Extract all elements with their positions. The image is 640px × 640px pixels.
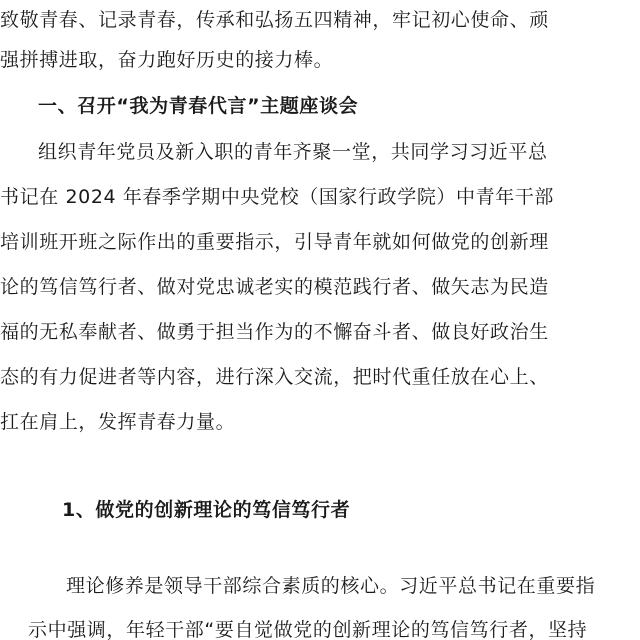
subsection-heading: 1、做党的创新理论的笃信笃行者 — [62, 499, 351, 521]
section-body-line-6: 态的有力促进者等内容，进行深入交流，把时代重任放在心上、 — [0, 366, 549, 388]
section-heading: 一、召开“我为青春代言”主题座谈会 — [38, 95, 359, 117]
section-body-line-1: 组织青年党员及新入职的青年齐聚一堂，共同学习习近平总 — [38, 141, 548, 163]
subsection-body-line-2: 示中强调，年轻干部“要自觉做党的创新理论的笃信笃行者，坚持 — [28, 619, 588, 640]
section-body-line-4: 论的笃信笃行者、做对党忠诚老实的模范践行者、做矢志为民造 — [0, 276, 549, 298]
intro-line-2: 强拼搏进取，奋力跑好历史的接力棒。 — [0, 49, 334, 71]
intro-line-1: 致敬青春、记录青春，传承和弘扬五四精神，牢记初心使命、顽 — [0, 9, 549, 31]
section-body-line-7: 扛在肩上，发挥青春力量。 — [0, 411, 236, 433]
section-body-line-2: 书记在 2024 年春季学期中央党校（国家行政学院）中青年干部 — [0, 186, 555, 208]
subsection-body-line-1: 理论修养是领导干部综合素质的核心。习近平总书记在重要指 — [66, 575, 596, 597]
section-body-line-3: 培训班开班之际作出的重要指示，引导青年就如何做党的创新理 — [0, 231, 549, 253]
section-body-line-5: 福的无私奉献者、做勇于担当作为的不懈奋斗者、做良好政治生 — [0, 321, 549, 343]
